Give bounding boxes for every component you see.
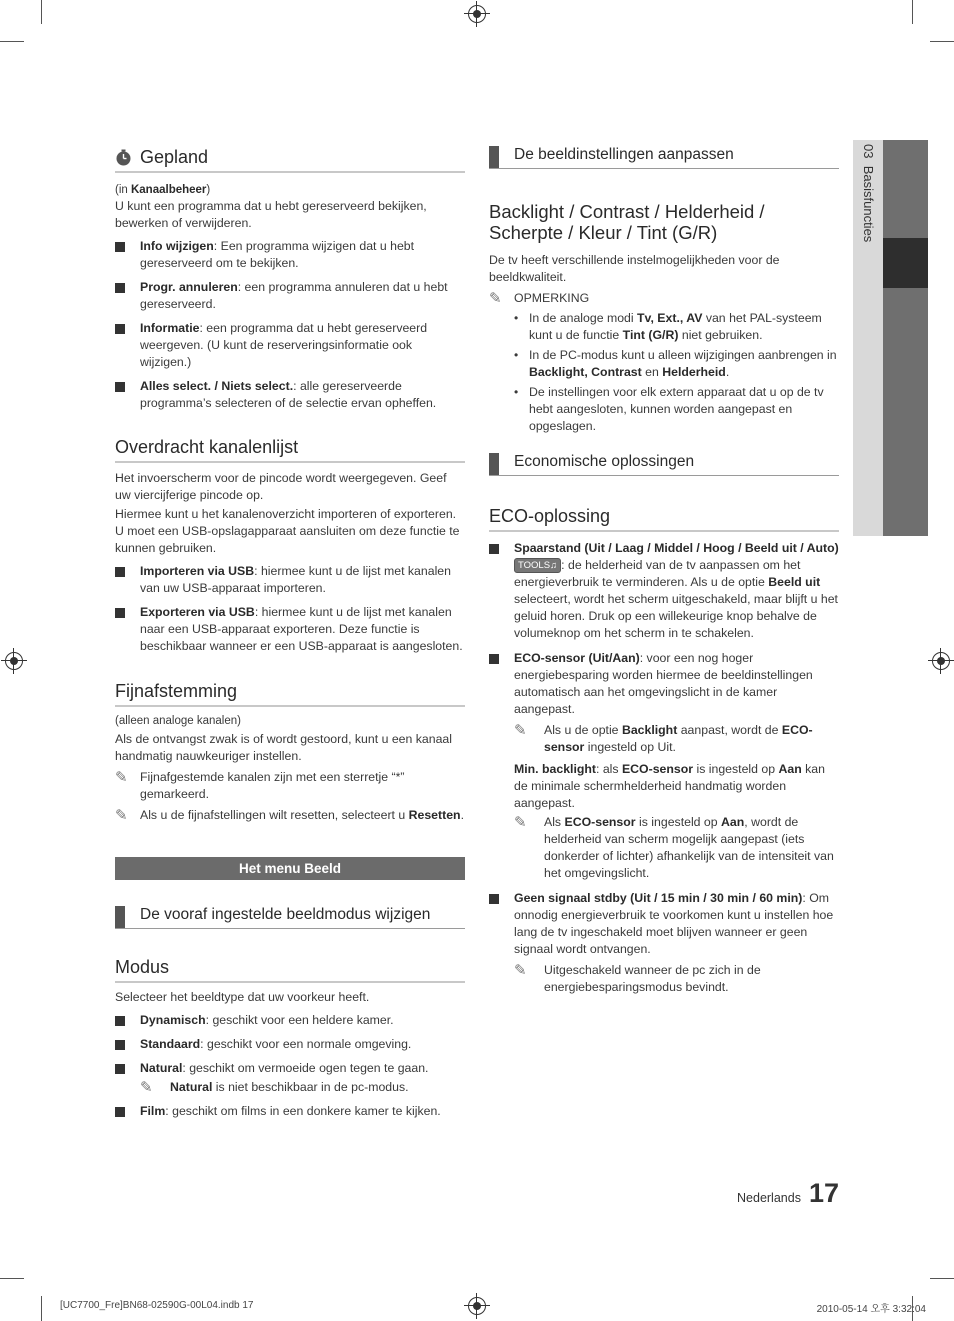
crop-mark (912, 0, 913, 24)
list-item: Informatie: een programma dat u hebt gereserveerd weergeven. (U kunt de reserveringsinformatie ook wijzigen.) (115, 320, 465, 371)
pencil-icon: ✎ (514, 722, 527, 739)
crop-mark (41, 0, 42, 24)
list-item: Spaarstand (Uit / Laag / Middel / Hoog / Beeld uit / Auto) TOOLS♫ : de helderheid van de tv aanpassen om het energieverbruik te verminderen. Als u de optie Beeld uit selecteert, wordt het scherm uitgeschakeld, maar blijft u het geluid horen. Druk op een willekeurige knop behalve de volumeknop om het scherm in te schakelen. (489, 540, 839, 642)
section-title: ECO-oplossing (489, 506, 611, 526)
clock-icon (115, 149, 132, 166)
sub-heading: De beeldinstellingen aanpassen (489, 146, 839, 169)
bullet-list (489, 540, 839, 996)
note: ✎ Als ECO-sensor is ingesteld op Aan, wordt de helderheid van scherm mogelijk aangepast (iets donkerder of lichter) afhankelijk van de intensiteit van het omgevingslicht. (514, 814, 834, 880)
paragraph: Het invoerscherm voor de pincode wordt weergegeven. Geef uw viercijferige pincode op. (115, 471, 447, 502)
chapter-title: Basisfuncties (861, 165, 876, 243)
list-item: Natural: geschikt om vermoeide ogen tegen te gaan. ✎ Natural is niet beschikbaar in de pc-modus. (115, 1060, 465, 1096)
crop-mark (930, 1278, 954, 1279)
pencil-icon: ✎ (115, 769, 128, 786)
side-tab-stripe (883, 140, 928, 536)
bullet-list (115, 1012, 465, 1120)
print-slug-file: [UC7700_Fre]BN68-02590G-00L04.indb 17 (60, 1300, 254, 1311)
list-item: Geen signaal stdby (Uit / 15 min / 30 min / 60 min): Om onnodig energieverbruik te voorkomen kunt u instellen hoe lang de tv ingeschakeld moet blijven wanneer er geen signaal wordt ontvangen. ✎ Uitgeschakeld wanneer de pc zich in de energiebesparingsmodus bevindt. (489, 890, 839, 996)
menu-banner: Het menu Beeld (115, 857, 465, 880)
pencil-icon: ✎ (489, 290, 502, 307)
sub-heading: Economische oplossingen (489, 453, 839, 476)
section-heading (115, 956, 465, 983)
paragraph: De tv heeft verschillende instelmogelijkheden voor de beeldkwaliteit. (489, 253, 780, 284)
left-column (115, 146, 465, 1127)
pencil-icon: ✎ (514, 814, 527, 831)
section-heading (115, 146, 465, 173)
list-item: • In de analoge modi Tv, Ext., AV van het PAL-systeem kunt u de functie Tint (G/R) niet gebruiken. (489, 310, 839, 344)
section-title: Gepland (140, 147, 209, 167)
section-heading (489, 505, 839, 532)
list-item: • De instellingen voor elk extern apparaat dat u op de tv hebt aangesloten, kunnen worden aangepast en opgeslagen. (489, 384, 839, 435)
crop-mark (0, 1278, 24, 1279)
context-text: (in Kanaalbeheer) (115, 184, 211, 196)
note: ✎ Als u de fijnafstellingen wilt resetten, selecteert u Resetten. (115, 807, 464, 824)
list-item: Exporteren via USB: hiermee kunt u de lijst met kanalen naar een USB-apparaat exporteren. Deze functie is beschikbaar wanneer er een USB-apparaat is aangesloten. (115, 604, 465, 655)
list-item: Importeren via USB: hiermee kunt u de lijst met kanalen van uw USB-apparaat importeren. (115, 563, 465, 597)
list-item: Alles select. / Niets select.: alle gereserveerde programma’s selecteren of de selectie ervan opheffen. (115, 378, 465, 412)
list-item: Progr. annuleren: een programma annuleren dat u hebt gereserveerd. (115, 279, 465, 313)
registration-mark-icon (932, 652, 950, 670)
note-list (489, 310, 839, 435)
pencil-icon: ✎ (140, 1079, 153, 1096)
bullet-list (115, 563, 465, 655)
paragraph: Selecteer het beeldtype dat uw voorkeur heeft. (115, 990, 370, 1004)
list-item: Standaard: geschikt voor een normale omgeving. (115, 1036, 465, 1053)
print-slug-date: 2010-05-14 오후 3:32:04 (816, 1304, 926, 1315)
paragraph: Hiermee kunt u het kanalenoverzicht importeren of exporteren. U moet een USB-opslagapparaat aansluiten om deze functie te kunnen gebruiken. (115, 507, 460, 555)
page-number: 17 (808, 1178, 839, 1208)
note: ✎ Natural is niet beschikbaar in de pc-modus. (140, 1079, 409, 1096)
side-tab (853, 140, 883, 536)
list-item: Dynamisch: geschikt voor een heldere kamer. (115, 1012, 465, 1029)
side-tab-active-marker (883, 238, 928, 288)
tools-badge-icon: TOOLS♫ (514, 558, 561, 573)
section-title: Overdracht kanalenlijst (115, 437, 299, 457)
bullet-list (115, 238, 465, 412)
page-footer (737, 1178, 839, 1209)
section-title: Backlight / Contrast / Helderheid / Scherpte / Kleur / Tint (G/R) (489, 201, 765, 243)
note-header: ✎ OPMERKING (489, 290, 590, 307)
list-item: Film: geschikt om films in een donkere kamer te kijken. (115, 1103, 465, 1120)
section-title: Fijnafstemming (115, 681, 238, 701)
list-item: Info wijzigen: Een programma wijzigen dat u hebt gereserveerd om te bekijken. (115, 238, 465, 272)
context-text: (alleen analoge kanalen) (115, 715, 241, 727)
chapter-number: 03 (861, 144, 876, 159)
paragraph: U kunt een programma dat u hebt gereserveerd bekijken, bewerken of verwijderen. (115, 199, 427, 230)
sub-heading: De vooraf ingestelde beeldmodus wijzigen (115, 906, 465, 929)
note: ✎ Als u de optie Backlight aanpast, wordt de ECO-sensor ingesteld op Uit. (514, 722, 813, 754)
list-item: ECO-sensor (Uit/Aan): voor een nog hoger energiebesparing worden hiermee de beeldinstellingen automatisch aan het omgevingslicht in de kamer aangepast. ✎ Als u de optie Backlight aanpast, wordt de ECO-sensor ingesteld op Uit. Min. backlight: als ECO-sensor is ingesteld op Aan kan de minimale schermhelderheid handmatig worden aangepast. ✎ Als ECO-sensor is ingesteld op Aan, wordt de helderheid van scherm mogelijk aangepast (iets donkerder of lichter) afhankelijk van de intensiteit van het omgevingslicht. (489, 650, 839, 882)
pencil-icon: ✎ (514, 962, 527, 979)
registration-mark-icon (468, 1297, 486, 1315)
section-title: Modus (115, 957, 170, 977)
crop-mark (0, 41, 24, 42)
side-tab-label (859, 144, 877, 242)
registration-mark-icon (468, 5, 486, 23)
section-heading (115, 436, 465, 463)
note: ✎ Fijnafgestemde kanalen zijn met een sterretje “*” gemarkeerd. (115, 769, 405, 801)
section-heading (115, 680, 465, 707)
sub-item: Min. backlight: als ECO-sensor is ingesteld op Aan kan de minimale schermhelderheid handmatig worden aangepast. (514, 762, 825, 810)
registration-mark-icon (5, 652, 23, 670)
crop-mark (41, 1296, 42, 1321)
right-column (489, 146, 839, 1003)
note: ✎ Uitgeschakeld wanneer de pc zich in de energiebesparingsmodus bevindt. (514, 962, 761, 994)
pencil-icon: ✎ (115, 807, 128, 824)
list-item: • In de PC-modus kunt u alleen wijzigingen aanbrengen in Backlight, Contrast en Helderheid. (489, 347, 839, 381)
footer-language: Nederlands (737, 1191, 801, 1205)
crop-mark (930, 41, 954, 42)
paragraph: Als de ontvangst zwak is of wordt gestoord, kunt u een kanaal handmatig nauwkeuriger instellen. (115, 732, 452, 763)
